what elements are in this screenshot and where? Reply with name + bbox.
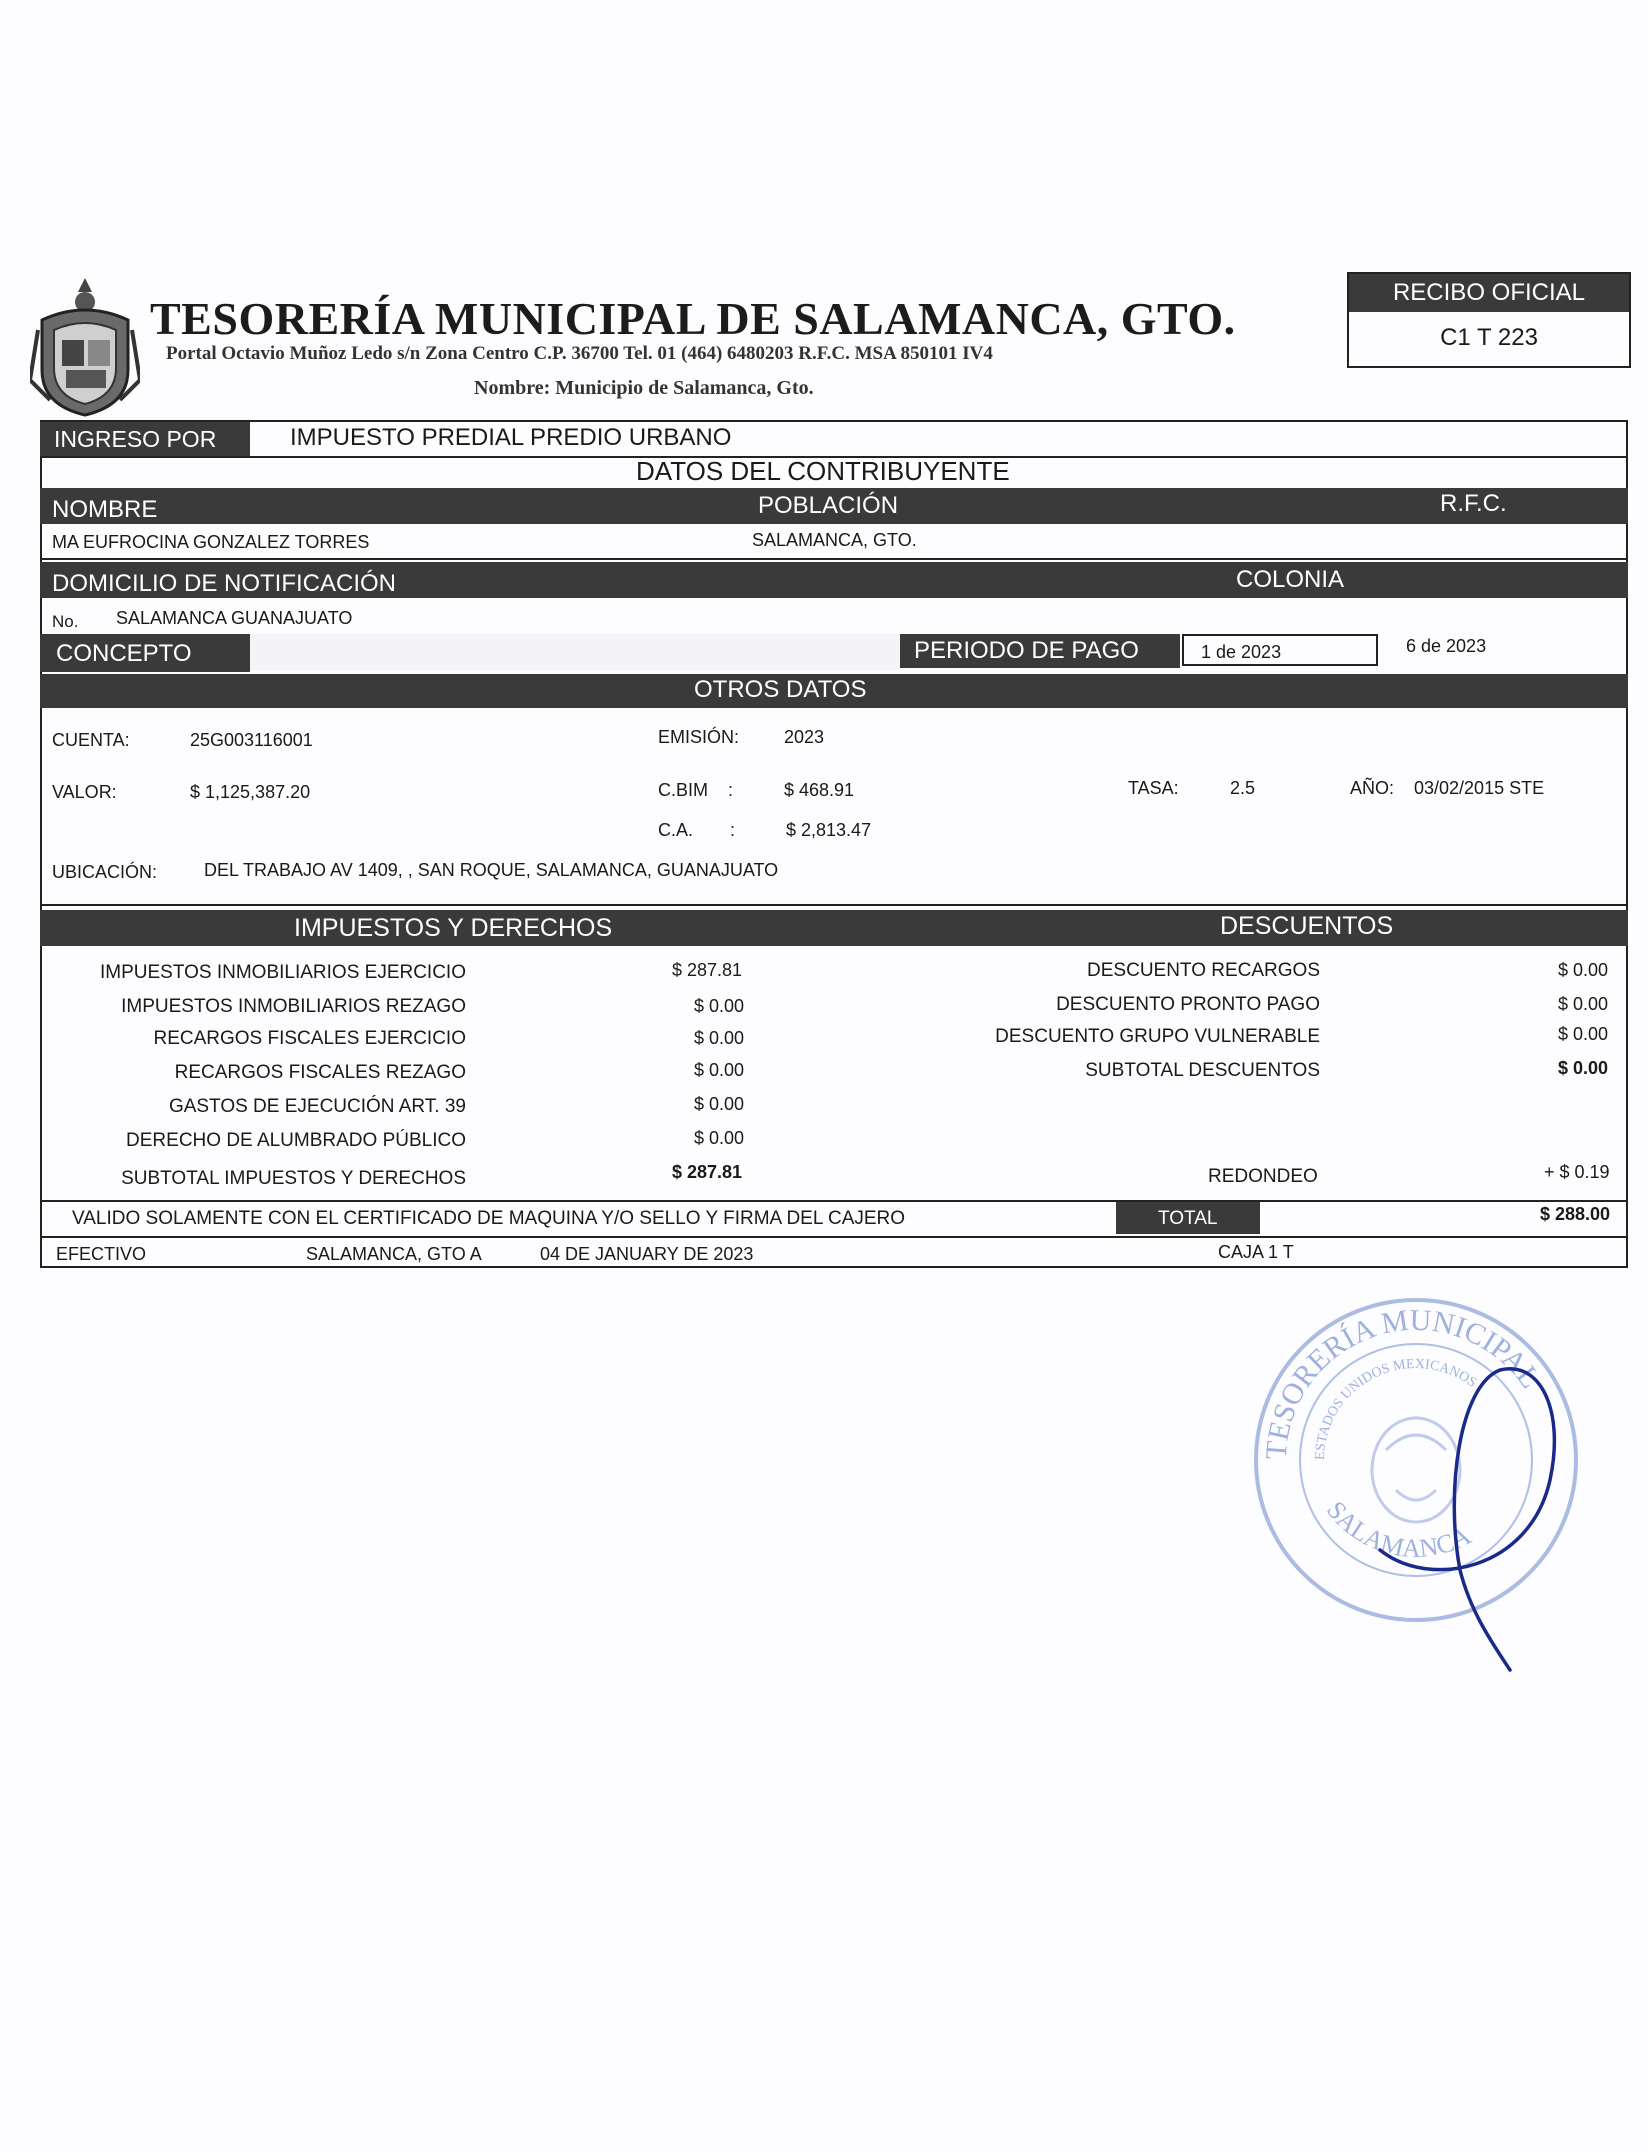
- stamp-text-bottom: SALAMANCA: [1321, 1495, 1476, 1564]
- municipal-seal-icon: [30, 270, 140, 420]
- rfc-label: R.F.C.: [1440, 490, 1507, 517]
- impuesto-row-label: RECARGOS FISCALES EJERCICIO: [153, 1028, 466, 1049]
- descuento-row-label: DESCUENTO PRONTO PAGO: [1056, 994, 1320, 1015]
- descuento-row-amount: $ 0.00: [1558, 994, 1609, 1014]
- ingreso-bar: [40, 422, 250, 456]
- total-label: TOTAL: [1158, 1208, 1218, 1229]
- valor-label: VALOR:: [52, 782, 117, 802]
- ubicacion-value: DEL TRABAJO AV 1409, , SAN ROQUE, SALAMANCA, GUANAJUATO: [204, 860, 779, 880]
- impuesto-row-label: DERECHO DE ALUMBRADO PÚBLICO: [126, 1130, 466, 1151]
- stamp-text-inner: ESTADOS UNIDOS MEXICANOS: [1312, 1356, 1480, 1461]
- emision-value: 2023: [784, 727, 825, 747]
- ingreso-label: INGRESO POR: [54, 426, 217, 452]
- institution-name-line: Nombre: Municipio de Salamanca, Gto.: [474, 377, 814, 399]
- cuenta-label: CUENTA:: [52, 730, 130, 750]
- ubicacion-label: UBICACIÓN:: [52, 862, 158, 882]
- redondeo-label: REDONDEO: [1208, 1166, 1318, 1187]
- impuesto-row-amount: $ 0.00: [694, 1028, 745, 1048]
- caja: CAJA 1 T: [1218, 1242, 1294, 1262]
- impuesto-row-label: RECARGOS FISCALES REZAGO: [174, 1062, 466, 1083]
- poblacion-label: POBLACIÓN: [758, 492, 899, 519]
- institution-address: Portal Octavio Muñoz Ledo s/n Zona Centro C.P. 36700 Tel. 01 (464) 6480203 R.F.C. MSA 850101 IV4: [166, 343, 993, 364]
- divider: [40, 1200, 1628, 1202]
- institution-title: TESORERÍA MUNICIPAL DE SALAMANCA, GTO.: [150, 293, 1236, 344]
- periodo-hasta: 6 de 2023: [1406, 636, 1487, 656]
- ca-value: $ 2,813.47: [786, 820, 872, 840]
- cbim-label: C.BIM: [658, 780, 709, 800]
- domicilio-header-bar: [40, 562, 1628, 598]
- otros-datos-title: OTROS DATOS: [694, 676, 867, 703]
- impuestos-descuentos-bar: [40, 910, 1628, 946]
- fecha: 04 DE JANUARY DE 2023: [540, 1244, 754, 1264]
- domicilio-value: SALAMANCA GUANAJUATO: [116, 608, 353, 628]
- valor-value: $ 1,125,387.20: [190, 782, 311, 802]
- rfc-bar: [1440, 488, 1628, 524]
- emision-label: EMISIÓN:: [658, 727, 740, 747]
- impuesto-row-amount: $ 287.81: [672, 960, 743, 980]
- receipt-number: C1 T 223: [1440, 324, 1538, 351]
- nombre-label: NOMBRE: [52, 496, 158, 523]
- concepto-label: CONCEPTO: [56, 640, 192, 667]
- contribuyente-title: DATOS DEL CONTRIBUYENTE: [636, 456, 1010, 486]
- impuesto-row-label: IMPUESTOS INMOBILIARIOS REZAGO: [121, 996, 466, 1017]
- cuenta-value: 25G003116001: [190, 730, 313, 750]
- impuestos-title: IMPUESTOS Y DERECHOS: [294, 914, 613, 942]
- lugar: SALAMANCA, GTO A: [306, 1244, 482, 1264]
- descuentos-title: DESCUENTOS: [1220, 912, 1394, 940]
- impuesto-row-amount: $ 0.00: [694, 1128, 745, 1148]
- colonia-label: COLONIA: [1236, 566, 1345, 593]
- tasa-value: 2.5: [1230, 778, 1256, 798]
- otros-datos-bar: [40, 674, 1628, 708]
- ingreso-value: IMPUESTO PREDIAL PREDIO URBANO: [290, 424, 732, 451]
- impuesto-row-amount: $ 0.00: [694, 1094, 745, 1114]
- poblacion-value: SALAMANCA, GTO.: [752, 530, 917, 550]
- periodo-label: PERIODO DE PAGO: [914, 637, 1139, 664]
- descuentos-subtotal-label: SUBTOTAL DESCUENTOS: [1085, 1060, 1320, 1081]
- descuentos-subtotal: $ 0.00: [1558, 1058, 1609, 1078]
- descuento-row-label: DESCUENTO RECARGOS: [1087, 960, 1320, 981]
- impuesto-row-amount: $ 0.00: [694, 1060, 745, 1080]
- ca-colon: :: [730, 820, 736, 840]
- tasa-label: TASA:: [1128, 778, 1179, 798]
- impuesto-row-label: IMPUESTOS INMOBILIARIOS EJERCICIO: [100, 962, 466, 983]
- domicilio-label: DOMICILIO DE NOTIFICACIÓN: [52, 570, 397, 597]
- divider: [40, 904, 1628, 906]
- descuento-row-amount: $ 0.00: [1558, 1024, 1609, 1044]
- anio-label: AÑO:: [1350, 778, 1395, 798]
- concepto-field: [250, 634, 900, 670]
- anio-value: 03/02/2015 STE: [1414, 778, 1545, 798]
- impuesto-row-amount: $ 0.00: [694, 996, 745, 1016]
- contribuyente-header-bar: [40, 488, 1440, 524]
- redondeo-value: + $ 0.19: [1544, 1162, 1610, 1182]
- divider: [40, 1236, 1628, 1238]
- ca-label: C.A.: [658, 820, 694, 840]
- no-label: No.: [52, 612, 79, 631]
- total-value: $ 288.00: [1540, 1204, 1611, 1224]
- valido-text: VALIDO SOLAMENTE CON EL CERTIFICADO DE MAQUINA Y/O SELLO Y FIRMA DEL CAJERO: [72, 1208, 906, 1229]
- cashier-signature: [1340, 1340, 1600, 1690]
- receipt-label: RECIBO OFICIAL: [1349, 274, 1629, 312]
- concepto-bar: [40, 634, 250, 672]
- receipt-box: [1347, 272, 1631, 368]
- total-bar: [1116, 1202, 1260, 1234]
- cbim-colon: :: [728, 780, 734, 800]
- impuestos-subtotal: $ 287.81: [672, 1162, 743, 1182]
- impuestos-subtotal-label: SUBTOTAL IMPUESTOS Y DERECHOS: [121, 1168, 466, 1189]
- periodo-desde-box: [1182, 634, 1378, 666]
- divider: [40, 558, 1628, 560]
- stamp-text-top: TESORERÍA MUNICIPAL: [1259, 1303, 1548, 1461]
- cbim-value: $ 468.91: [784, 780, 855, 800]
- impuesto-row-label: GASTOS DE EJECUCIÓN ART. 39: [168, 1096, 466, 1117]
- descuento-row-label: DESCUENTO GRUPO VULNERABLE: [995, 1026, 1320, 1047]
- periodo-desde: 1 de 2023: [1201, 642, 1282, 662]
- descuento-row-amount: $ 0.00: [1558, 960, 1609, 980]
- periodo-bar: [900, 634, 1180, 668]
- forma-pago: EFECTIVO: [56, 1244, 147, 1264]
- nombre-value: MA EUFROCINA GONZALEZ TORRES: [52, 532, 370, 552]
